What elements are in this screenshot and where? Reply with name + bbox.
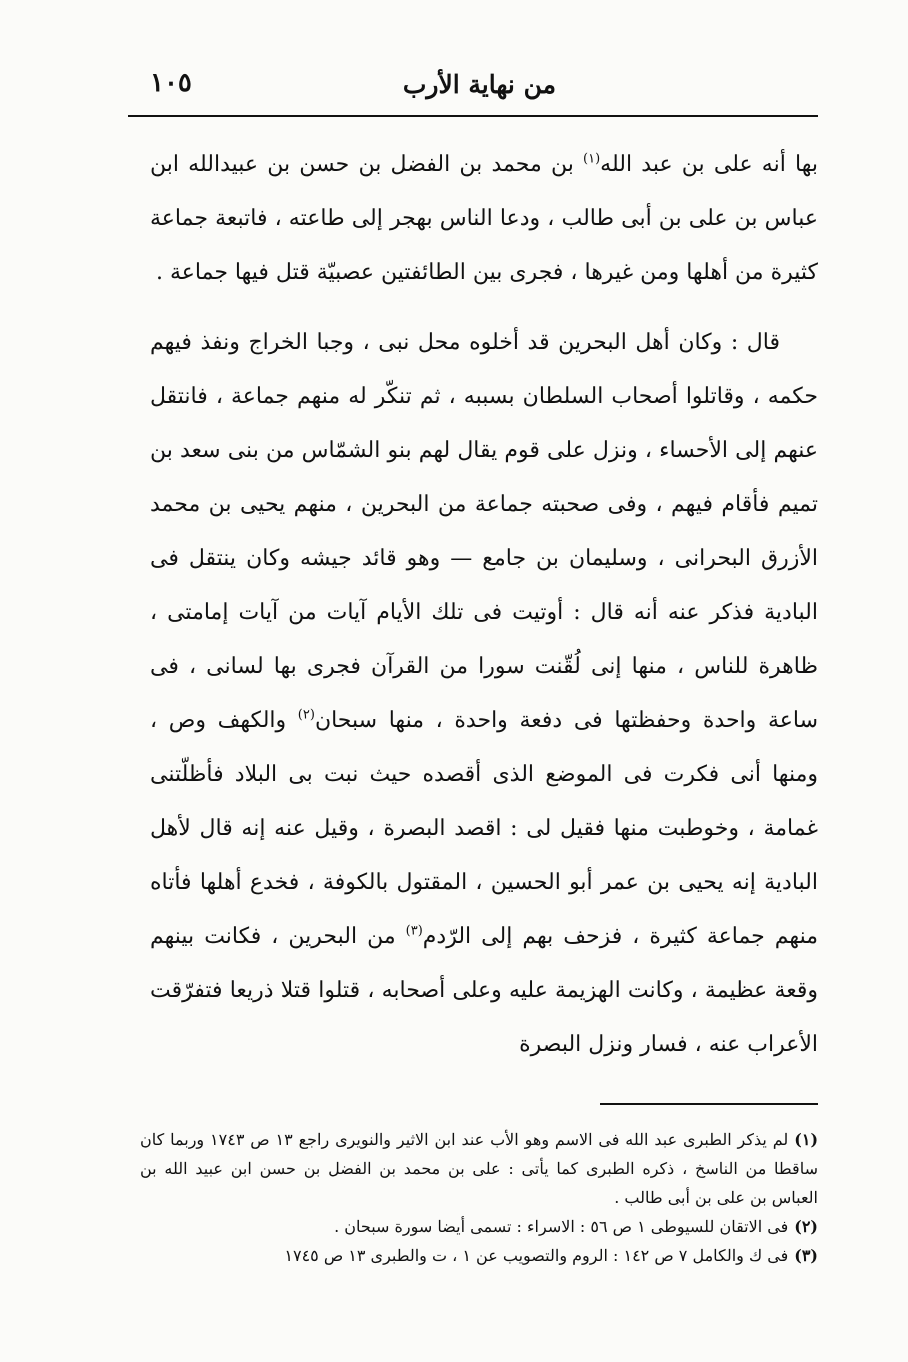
footnotes (140, 1125, 818, 1270)
paragraph-1-part-b: بن محمد بن الفضل بن حسن بن عبيدالله ابن عباس بن على بن أبى طالب ، ودعا الناس بهجر إلى طاعته ، فاتبعة جماعة كثيرة من أهلها ومن غيرها ، فجرى بين الطائفتين عصبيّة قتل فيها جماعة . (150, 152, 818, 285)
running-title: من نهاية الأرب (402, 70, 556, 99)
footnote-ref-1: (١) (583, 151, 601, 167)
footnote-3 (140, 1241, 818, 1270)
footnote-rule (600, 1103, 818, 1105)
footnote-1-text: لم يذكر الطبرى عبد الله فى الاسم وهو الأب عند ابن الاثير والنويرى راجع ١٣ ص ١٧٤٣ وربما كان ساقطا من الناسخ ، ذكره الطبرى كما يأتى : على بن محمد بن الفضل بن حسن ابن عبيد الله بن العباس بن على بن أبى طالب . (140, 1130, 818, 1207)
main-text (150, 138, 818, 1072)
footnote-1-number: (١) (794, 1130, 819, 1149)
paragraph-2-part-c: من البحرين ، فكانت بينهم وقعة عظيمة ، وكانت الهزيمة عليه وعلى أصحابه ، قتلوا قتلا ذريعا فتفرّقت الأعراب عنه ، فسار ونزل البصرة (150, 924, 818, 1057)
paragraph-2-part-b: والكهف وص ، ومنها أنى فكرت فى الموضع الذى أقصده حيث نبت بى البلاد فأظلّتنى غمامة ، وخوطبت منها فقيل لى : اقصد البصرة ، وقيل عنه إنه قال لأهل البادية إنه يحيى بن عمر أبو الحسين ، المقتول بالكوفة ، فخدع أهلها فأتاه منهم جماعة كثيرة ، فزحف بهم إلى الرّدم (150, 708, 818, 949)
footnote-3-number: (٣) (794, 1246, 818, 1265)
footnote-2-number: (٢) (794, 1217, 818, 1236)
footnote-3-text: فى ك والكامل ٧ ص ١٤٢ : الروم والتصويب عن ١ ، ت والطبرى ١٣ ص ١٧٤٥ (284, 1246, 789, 1265)
header-rule (128, 115, 818, 117)
footnote-2-text: فى الاتقان للسيوطى ١ ص ٥٦ : الاسراء : تسمى أيضا سورة سبحان . (334, 1217, 789, 1236)
paragraph-1 (150, 138, 818, 300)
paragraph-1-part-a: بها أنه على بن عبد الله (600, 152, 818, 177)
page-header (128, 62, 818, 108)
footnote-1 (140, 1125, 818, 1212)
footnote-2 (140, 1212, 818, 1241)
footnote-ref-3: (٣) (405, 923, 423, 939)
page-number: ١٠٥ (150, 68, 192, 98)
footnote-ref-2: (٢) (297, 707, 315, 723)
paragraph-2 (150, 316, 818, 1072)
paragraph-2-part-a: قال : وكان أهل البحرين قد أخلوه محل نبى ، وجبا الخراج ونفذ فيهم حكمه ، وقاتلوا أصحاب السلطان بسببه ، ثم تنكّر له منهم جماعة ، فانتقل عنهم إلى الأحساء ، ونزل على قوم يقال لهم بنو الشمّاس من بنى سعد بن تميم فأقام فيهم ، وفى صحبته جماعة من البحرين ، منهم يحيى بن محمد الأزرق البحرانى ، وسليمان بن جامع — وهو قائد جيشه وكان ينتقل فى البادية فذكر عنه أنه قال : أوتيت فى تلك الأيام آيات من آيات إمامتى ، ظاهرة للناس ، منها إنى لُقّنت سورا من القرآن فجرى بها لسانى ، فى ساعة واحدة وحفظتها فى دفعة واحدة ، منها سبحان (150, 330, 819, 733)
